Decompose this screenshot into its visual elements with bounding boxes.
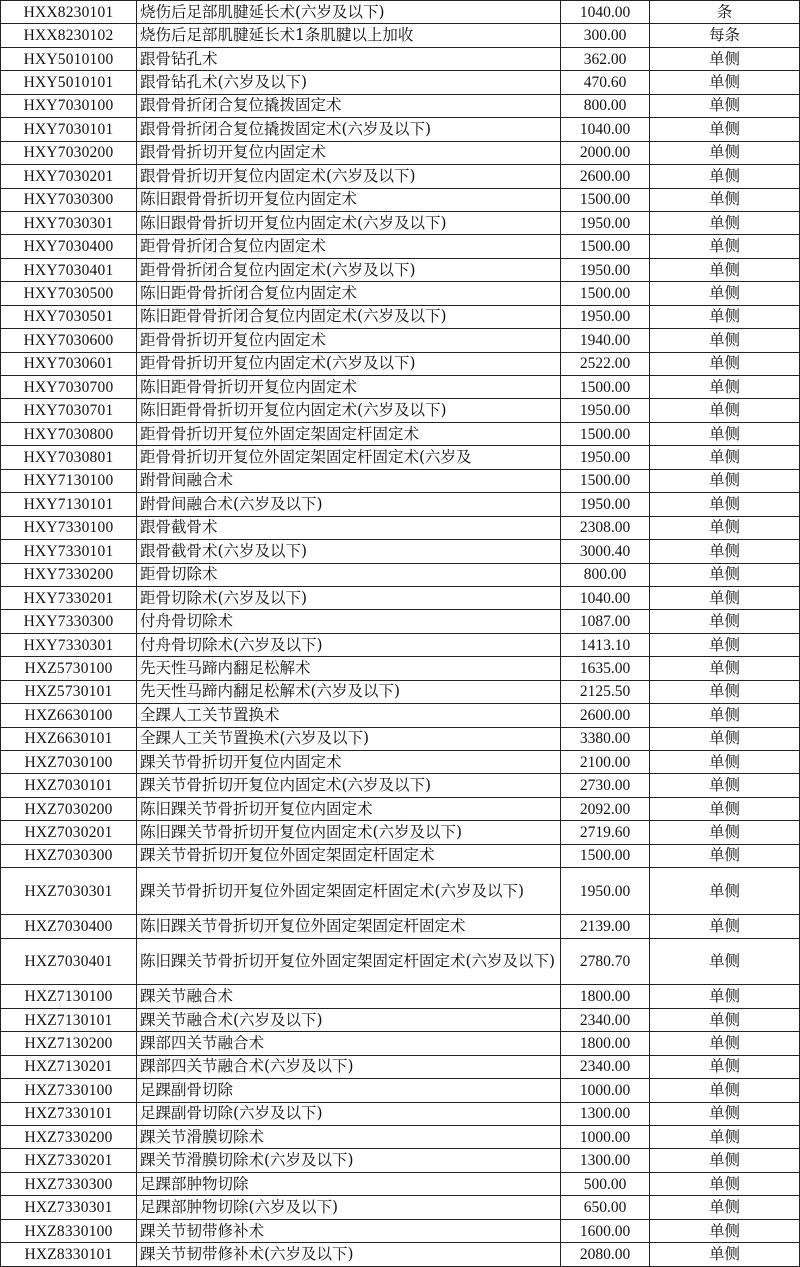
item-name-cell: 踝关节骨折切开复位外固定架固定杆固定术 xyxy=(137,844,561,867)
table-row xyxy=(1,493,800,516)
item-code-cell: HXX8230102 xyxy=(1,24,137,47)
table-row xyxy=(1,1,800,24)
item-name-cell: 足踝部肿物切除 xyxy=(137,1172,561,1195)
table-row xyxy=(1,1079,800,1102)
item-code-cell: HXY7330101 xyxy=(1,540,137,563)
table-row xyxy=(1,633,800,656)
item-price-cell: 1000.00 xyxy=(561,1126,650,1149)
item-unit-cell: 单侧 xyxy=(650,1243,800,1266)
item-code-cell: HXY7030201 xyxy=(1,165,137,188)
item-price-cell: 1500.00 xyxy=(561,844,650,867)
table-row xyxy=(1,610,800,633)
item-price-cell: 1040.00 xyxy=(561,1,650,24)
item-code-cell: HXY7030301 xyxy=(1,211,137,234)
table-row xyxy=(1,446,800,469)
item-name-cell: 付舟骨切除术(六岁及以下) xyxy=(137,633,561,656)
item-unit-cell: 单侧 xyxy=(650,94,800,117)
table-row xyxy=(1,118,800,141)
item-name-cell: 陈旧踝关节骨折切开复位内固定术(六岁及以下) xyxy=(137,821,561,844)
item-name-cell: 足踝部肿物切除(六岁及以下) xyxy=(137,1196,561,1219)
item-unit-cell: 单侧 xyxy=(650,446,800,469)
item-unit-cell: 单侧 xyxy=(650,938,800,985)
item-code-cell: HXY7330301 xyxy=(1,633,137,656)
item-unit-cell: 单侧 xyxy=(650,422,800,445)
item-name-cell: 踝关节骨折切开复位内固定术 xyxy=(137,751,561,774)
table-row xyxy=(1,235,800,258)
table-row xyxy=(1,1196,800,1219)
table-row xyxy=(1,422,800,445)
item-unit-cell: 单侧 xyxy=(650,282,800,305)
item-code-cell: HXY7130101 xyxy=(1,493,137,516)
table-row xyxy=(1,586,800,609)
item-code-cell: HXZ7030200 xyxy=(1,797,137,820)
item-code-cell: HXY7330100 xyxy=(1,516,137,539)
item-unit-cell: 单侧 xyxy=(650,235,800,258)
item-price-cell: 2100.00 xyxy=(561,751,650,774)
item-name-cell: 陈旧距骨骨折闭合复位内固定术(六岁及以下) xyxy=(137,305,561,328)
item-price-cell: 362.00 xyxy=(561,47,650,70)
item-unit-cell: 单侧 xyxy=(650,774,800,797)
item-name-cell: 踝部四关节融合术 xyxy=(137,1032,561,1055)
item-code-cell: HXZ7330100 xyxy=(1,1079,137,1102)
item-price-cell: 1087.00 xyxy=(561,610,650,633)
item-price-cell: 1500.00 xyxy=(561,188,650,211)
item-price-cell: 2600.00 xyxy=(561,165,650,188)
item-code-cell: HXZ7330201 xyxy=(1,1149,137,1172)
item-name-cell: 踝部四关节融合术(六岁及以下) xyxy=(137,1055,561,1078)
item-price-cell: 2080.00 xyxy=(561,1243,650,1266)
item-name-cell: 跟骨钻孔术(六岁及以下) xyxy=(137,71,561,94)
item-code-cell: HXY7030300 xyxy=(1,188,137,211)
item-code-cell: HXY7030801 xyxy=(1,446,137,469)
item-unit-cell: 每条 xyxy=(650,24,800,47)
item-code-cell: HXY7030401 xyxy=(1,258,137,281)
item-price-cell: 1040.00 xyxy=(561,118,650,141)
item-unit-cell: 单侧 xyxy=(650,1079,800,1102)
item-price-cell: 1300.00 xyxy=(561,1102,650,1125)
item-code-cell: HXZ6630101 xyxy=(1,727,137,750)
item-name-cell: 烧伤后足部肌腱延长术1条肌腱以上加收 xyxy=(137,24,561,47)
item-code-cell: HXZ7330200 xyxy=(1,1126,137,1149)
item-unit-cell: 单侧 xyxy=(650,1149,800,1172)
item-unit-cell: 单侧 xyxy=(650,188,800,211)
item-price-cell: 2125.50 xyxy=(561,680,650,703)
item-name-cell: 跟骨钻孔术 xyxy=(137,47,561,70)
table-row xyxy=(1,985,800,1008)
table-row xyxy=(1,540,800,563)
item-code-cell: HXY7030800 xyxy=(1,422,137,445)
item-price-cell: 1040.00 xyxy=(561,586,650,609)
item-code-cell: HXX8230101 xyxy=(1,1,137,24)
table-row xyxy=(1,141,800,164)
item-price-cell: 1950.00 xyxy=(561,446,650,469)
item-name-cell: 跗骨间融合术(六岁及以下) xyxy=(137,493,561,516)
fee-schedule-body xyxy=(1,1,800,1267)
item-unit-cell: 单侧 xyxy=(650,516,800,539)
item-price-cell: 800.00 xyxy=(561,94,650,117)
table-row xyxy=(1,47,800,70)
item-price-cell: 2340.00 xyxy=(561,1008,650,1031)
item-name-cell: 踝关节融合术(六岁及以下) xyxy=(137,1008,561,1031)
item-name-cell: 踝关节骨折切开复位外固定架固定杆固定术(六岁及以下) xyxy=(137,868,561,915)
item-price-cell: 1300.00 xyxy=(561,1149,650,1172)
item-price-cell: 1940.00 xyxy=(561,329,650,352)
item-unit-cell: 单侧 xyxy=(650,751,800,774)
item-code-cell: HXY7030700 xyxy=(1,376,137,399)
item-unit-cell: 单侧 xyxy=(650,1102,800,1125)
item-unit-cell: 单侧 xyxy=(650,165,800,188)
item-name-cell: 踝关节滑膜切除术(六岁及以下) xyxy=(137,1149,561,1172)
item-price-cell: 3380.00 xyxy=(561,727,650,750)
item-unit-cell: 单侧 xyxy=(650,657,800,680)
item-name-cell: 跟骨骨折切开复位内固定术(六岁及以下) xyxy=(137,165,561,188)
table-row xyxy=(1,868,800,915)
table-row xyxy=(1,1149,800,1172)
item-unit-cell: 单侧 xyxy=(650,469,800,492)
table-row xyxy=(1,1219,800,1242)
item-unit-cell: 单侧 xyxy=(650,1172,800,1195)
item-code-cell: HXZ5730101 xyxy=(1,680,137,703)
item-price-cell: 2780.70 xyxy=(561,938,650,985)
item-name-cell: 踝关节韧带修补术(六岁及以下) xyxy=(137,1243,561,1266)
item-unit-cell: 单侧 xyxy=(650,727,800,750)
table-row xyxy=(1,352,800,375)
item-unit-cell: 单侧 xyxy=(650,586,800,609)
item-name-cell: 全踝人工关节置换术 xyxy=(137,704,561,727)
item-unit-cell: 单侧 xyxy=(650,352,800,375)
item-price-cell: 1800.00 xyxy=(561,985,650,1008)
item-name-cell: 陈旧踝关节骨折切开复位外固定架固定杆固定术 xyxy=(137,915,561,938)
item-code-cell: HXY7030200 xyxy=(1,141,137,164)
item-price-cell: 1950.00 xyxy=(561,493,650,516)
item-code-cell: HXZ7330301 xyxy=(1,1196,137,1219)
item-code-cell: HXZ7130101 xyxy=(1,1008,137,1031)
item-name-cell: 跟骨截骨术 xyxy=(137,516,561,539)
table-row xyxy=(1,1055,800,1078)
item-unit-cell: 单侧 xyxy=(650,71,800,94)
item-unit-cell: 单侧 xyxy=(650,493,800,516)
item-code-cell: HXZ7330101 xyxy=(1,1102,137,1125)
item-code-cell: HXY5010100 xyxy=(1,47,137,70)
item-name-cell: 距骨骨折闭合复位内固定术 xyxy=(137,235,561,258)
item-code-cell: HXZ5730100 xyxy=(1,657,137,680)
item-name-cell: 跟骨骨折切开复位内固定术 xyxy=(137,141,561,164)
item-name-cell: 陈旧距骨骨折闭合复位内固定术 xyxy=(137,282,561,305)
table-row xyxy=(1,1243,800,1266)
item-code-cell: HXY7130100 xyxy=(1,469,137,492)
table-row xyxy=(1,94,800,117)
item-name-cell: 踝关节韧带修补术 xyxy=(137,1219,561,1242)
table-row xyxy=(1,797,800,820)
item-code-cell: HXY7030701 xyxy=(1,399,137,422)
table-row xyxy=(1,305,800,328)
item-unit-cell: 单侧 xyxy=(650,211,800,234)
table-row xyxy=(1,680,800,703)
item-price-cell: 2000.00 xyxy=(561,141,650,164)
item-code-cell: HXY7330200 xyxy=(1,563,137,586)
item-unit-cell: 单侧 xyxy=(650,680,800,703)
item-name-cell: 先天性马蹄内翻足松解术(六岁及以下) xyxy=(137,680,561,703)
item-price-cell: 2092.00 xyxy=(561,797,650,820)
item-unit-cell: 单侧 xyxy=(650,47,800,70)
item-unit-cell: 单侧 xyxy=(650,1196,800,1219)
table-row xyxy=(1,751,800,774)
item-price-cell: 650.00 xyxy=(561,1196,650,1219)
item-unit-cell: 单侧 xyxy=(650,633,800,656)
item-name-cell: 距骨切除术 xyxy=(137,563,561,586)
table-row xyxy=(1,821,800,844)
item-unit-cell: 单侧 xyxy=(650,1032,800,1055)
item-name-cell: 距骨骨折切开复位内固定术(六岁及以下) xyxy=(137,352,561,375)
item-price-cell: 500.00 xyxy=(561,1172,650,1195)
table-row xyxy=(1,915,800,938)
item-unit-cell: 单侧 xyxy=(650,844,800,867)
table-row xyxy=(1,24,800,47)
item-name-cell: 陈旧跟骨骨折切开复位内固定术(六岁及以下) xyxy=(137,211,561,234)
table-row xyxy=(1,71,800,94)
item-price-cell: 470.60 xyxy=(561,71,650,94)
item-name-cell: 跟骨骨折闭合复位撬拨固定术 xyxy=(137,94,561,117)
table-row xyxy=(1,516,800,539)
table-row xyxy=(1,1126,800,1149)
item-code-cell: HXZ7030201 xyxy=(1,821,137,844)
item-name-cell: 跟骨骨折闭合复位撬拨固定术(六岁及以下) xyxy=(137,118,561,141)
item-code-cell: HXZ7130100 xyxy=(1,985,137,1008)
item-name-cell: 先天性马蹄内翻足松解术 xyxy=(137,657,561,680)
item-price-cell: 1950.00 xyxy=(561,399,650,422)
item-unit-cell: 单侧 xyxy=(650,376,800,399)
item-name-cell: 陈旧距骨骨折切开复位内固定术 xyxy=(137,376,561,399)
item-unit-cell: 单侧 xyxy=(650,1055,800,1078)
item-unit-cell: 条 xyxy=(650,1,800,24)
table-row xyxy=(1,376,800,399)
item-code-cell: HXZ7030401 xyxy=(1,938,137,985)
table-row xyxy=(1,1008,800,1031)
table-row xyxy=(1,1172,800,1195)
item-unit-cell: 单侧 xyxy=(650,915,800,938)
item-price-cell: 300.00 xyxy=(561,24,650,47)
item-code-cell: HXZ8330100 xyxy=(1,1219,137,1242)
table-row xyxy=(1,938,800,985)
item-name-cell: 付舟骨切除术 xyxy=(137,610,561,633)
table-row xyxy=(1,704,800,727)
item-name-cell: 距骨骨折闭合复位内固定术(六岁及以下) xyxy=(137,258,561,281)
item-name-cell: 踝关节融合术 xyxy=(137,985,561,1008)
table-row xyxy=(1,211,800,234)
table-row xyxy=(1,258,800,281)
item-unit-cell: 单侧 xyxy=(650,563,800,586)
item-name-cell: 全踝人工关节置换术(六岁及以下) xyxy=(137,727,561,750)
table-row xyxy=(1,188,800,211)
item-code-cell: HXY7330201 xyxy=(1,586,137,609)
item-unit-cell: 单侧 xyxy=(650,610,800,633)
item-price-cell: 1800.00 xyxy=(561,1032,650,1055)
item-name-cell: 距骨骨折切开复位外固定架固定杆固定术(六岁及 xyxy=(137,446,561,469)
item-unit-cell: 单侧 xyxy=(650,797,800,820)
item-name-cell: 陈旧跟骨骨折切开复位内固定术 xyxy=(137,188,561,211)
table-row xyxy=(1,469,800,492)
item-name-cell: 踝关节滑膜切除术 xyxy=(137,1126,561,1149)
item-code-cell: HXZ8330101 xyxy=(1,1243,137,1266)
item-price-cell: 2600.00 xyxy=(561,704,650,727)
item-price-cell: 2730.00 xyxy=(561,774,650,797)
item-price-cell: 1500.00 xyxy=(561,469,650,492)
item-code-cell: HXY7030501 xyxy=(1,305,137,328)
item-name-cell: 跟骨截骨术(六岁及以下) xyxy=(137,540,561,563)
item-price-cell: 1000.00 xyxy=(561,1079,650,1102)
table-row xyxy=(1,844,800,867)
item-unit-cell: 单侧 xyxy=(650,821,800,844)
item-code-cell: HXZ6630100 xyxy=(1,704,137,727)
item-name-cell: 足踝副骨切除(六岁及以下) xyxy=(137,1102,561,1125)
item-price-cell: 1500.00 xyxy=(561,235,650,258)
item-code-cell: HXY7030100 xyxy=(1,94,137,117)
table-row xyxy=(1,329,800,352)
table-row xyxy=(1,657,800,680)
item-name-cell: 距骨切除术(六岁及以下) xyxy=(137,586,561,609)
item-price-cell: 1950.00 xyxy=(561,305,650,328)
item-unit-cell: 单侧 xyxy=(650,118,800,141)
item-code-cell: HXZ7030101 xyxy=(1,774,137,797)
item-unit-cell: 单侧 xyxy=(650,329,800,352)
item-unit-cell: 单侧 xyxy=(650,1008,800,1031)
item-price-cell: 2522.00 xyxy=(561,352,650,375)
item-price-cell: 2719.60 xyxy=(561,821,650,844)
item-price-cell: 2139.00 xyxy=(561,915,650,938)
item-code-cell: HXY5010101 xyxy=(1,71,137,94)
item-code-cell: HXZ7130201 xyxy=(1,1055,137,1078)
item-price-cell: 1413.10 xyxy=(561,633,650,656)
item-unit-cell: 单侧 xyxy=(650,1126,800,1149)
table-row xyxy=(1,282,800,305)
item-name-cell: 陈旧踝关节骨折切开复位外固定架固定杆固定术(六岁及以下) xyxy=(137,938,561,985)
item-price-cell: 3000.40 xyxy=(561,540,650,563)
item-price-cell: 800.00 xyxy=(561,563,650,586)
item-price-cell: 2308.00 xyxy=(561,516,650,539)
item-price-cell: 1950.00 xyxy=(561,258,650,281)
table-row xyxy=(1,1032,800,1055)
item-name-cell: 足踝副骨切除 xyxy=(137,1079,561,1102)
item-price-cell: 1950.00 xyxy=(561,868,650,915)
item-code-cell: HXZ7030400 xyxy=(1,915,137,938)
item-code-cell: HXY7330300 xyxy=(1,610,137,633)
table-row xyxy=(1,1102,800,1125)
item-name-cell: 陈旧踝关节骨折切开复位内固定术 xyxy=(137,797,561,820)
table-row xyxy=(1,399,800,422)
item-unit-cell: 单侧 xyxy=(650,258,800,281)
item-code-cell: HXY7030600 xyxy=(1,329,137,352)
table-row xyxy=(1,563,800,586)
item-price-cell: 1500.00 xyxy=(561,422,650,445)
item-unit-cell: 单侧 xyxy=(650,868,800,915)
item-name-cell: 跗骨间融合术 xyxy=(137,469,561,492)
item-unit-cell: 单侧 xyxy=(650,985,800,1008)
table-row xyxy=(1,165,800,188)
item-unit-cell: 单侧 xyxy=(650,399,800,422)
item-unit-cell: 单侧 xyxy=(650,305,800,328)
item-code-cell: HXY7030601 xyxy=(1,352,137,375)
item-price-cell: 1950.00 xyxy=(561,211,650,234)
table-row xyxy=(1,727,800,750)
item-unit-cell: 单侧 xyxy=(650,540,800,563)
item-name-cell: 陈旧距骨骨折切开复位内固定术(六岁及以下) xyxy=(137,399,561,422)
item-price-cell: 2340.00 xyxy=(561,1055,650,1078)
item-code-cell: HXZ7030301 xyxy=(1,868,137,915)
item-price-cell: 1500.00 xyxy=(561,282,650,305)
item-name-cell: 烧伤后足部肌腱延长术(六岁及以下) xyxy=(137,1,561,24)
item-price-cell: 1500.00 xyxy=(561,376,650,399)
item-code-cell: HXY7030101 xyxy=(1,118,137,141)
item-code-cell: HXY7030500 xyxy=(1,282,137,305)
item-unit-cell: 单侧 xyxy=(650,141,800,164)
item-price-cell: 1635.00 xyxy=(561,657,650,680)
item-code-cell: HXZ7030100 xyxy=(1,751,137,774)
item-code-cell: HXZ7330300 xyxy=(1,1172,137,1195)
table-row xyxy=(1,774,800,797)
item-code-cell: HXZ7030300 xyxy=(1,844,137,867)
item-name-cell: 踝关节骨折切开复位内固定术(六岁及以下) xyxy=(137,774,561,797)
item-code-cell: HXZ7130200 xyxy=(1,1032,137,1055)
item-unit-cell: 单侧 xyxy=(650,1219,800,1242)
item-name-cell: 距骨骨折切开复位内固定术 xyxy=(137,329,561,352)
item-code-cell: HXY7030400 xyxy=(1,235,137,258)
item-unit-cell: 单侧 xyxy=(650,704,800,727)
item-name-cell: 距骨骨折切开复位外固定架固定杆固定术 xyxy=(137,422,561,445)
item-price-cell: 1600.00 xyxy=(561,1219,650,1242)
